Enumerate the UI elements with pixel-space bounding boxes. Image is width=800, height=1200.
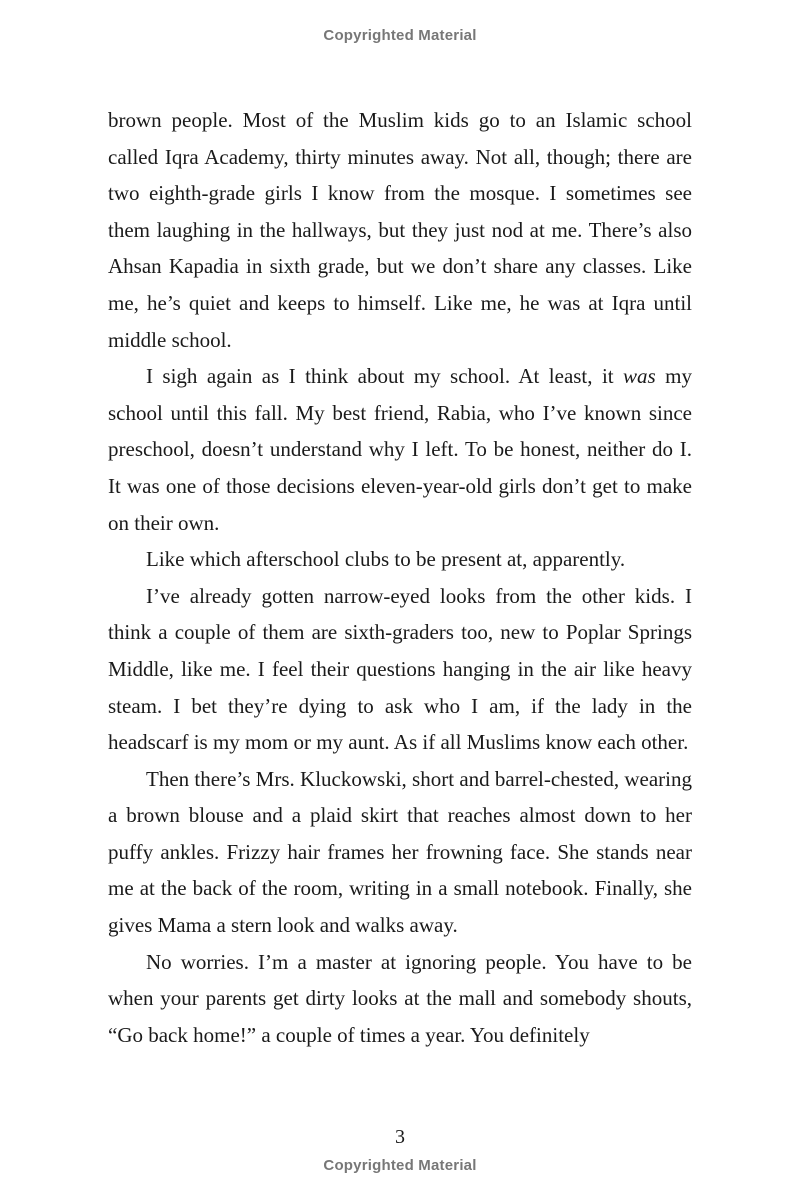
copyright-watermark-bottom: Copyrighted Material (323, 1157, 477, 1174)
paragraph-4: I’ve already gotten narrow-eyed looks from the other kids. I think a couple of them are sixth-graders too, new to Poplar Springs Middle, like me. I feel their questions hanging in the air like heavy steam. I bet they’re dying to ask who I am, if the lady in the headscarf is my mom or my aunt. As if all Muslims know each other. (108, 583, 692, 755)
paragraph-5: Then there’s Mrs. Kluckowski, short and barrel-chested, wearing a brown blouse and a plaid skirt that reaches almost down to her puffy ankles. Frizzy hair frames her frowning face. She stands near me at the back of the room, writing in a small notebook. Finally, she gives Mama a stern look and walks away. (108, 766, 692, 938)
paragraph-2-part-2: my school until this fall. My best friend, Rabia, who I’ve known since preschool, doesn’t understand why I left. To be honest, neither do I. It was one of those decisions eleven-year-old girls don’t get to make on their own. (108, 364, 692, 535)
page-body-text (108, 102, 692, 1053)
page-number: 3 (395, 1126, 405, 1148)
paragraph-6: No worries. I’m a master at ignoring people. You have to be when your parents get dirty looks at the mall and somebody shouts, “Go back home!” a couple of times a year. You definitely (108, 949, 692, 1047)
paragraph-2-emphasis: was (623, 364, 656, 389)
paragraph-2 (108, 358, 692, 541)
paragraph-2-part-1: I sigh again as I think about my school. At least, it (146, 364, 624, 389)
paragraph-1: brown people. Most of the Muslim kids go to an Islamic school called Iqra Academy, thirty minutes away. Not all, though; there are two eighth-grade girls I know from the mosque. I sometimes see them laughing in the hallways, but they just nod at me. There’s also Ahsan Kapadia in sixth grade, but we don’t share any classes. Like me, he’s quiet and keeps to himself. Like me, he was at Iqra until middle school. (108, 108, 692, 352)
copyright-watermark-top: Copyrighted Material (323, 27, 477, 44)
paragraph-3: Like which afterschool clubs to be present at, apparently. (146, 547, 626, 572)
